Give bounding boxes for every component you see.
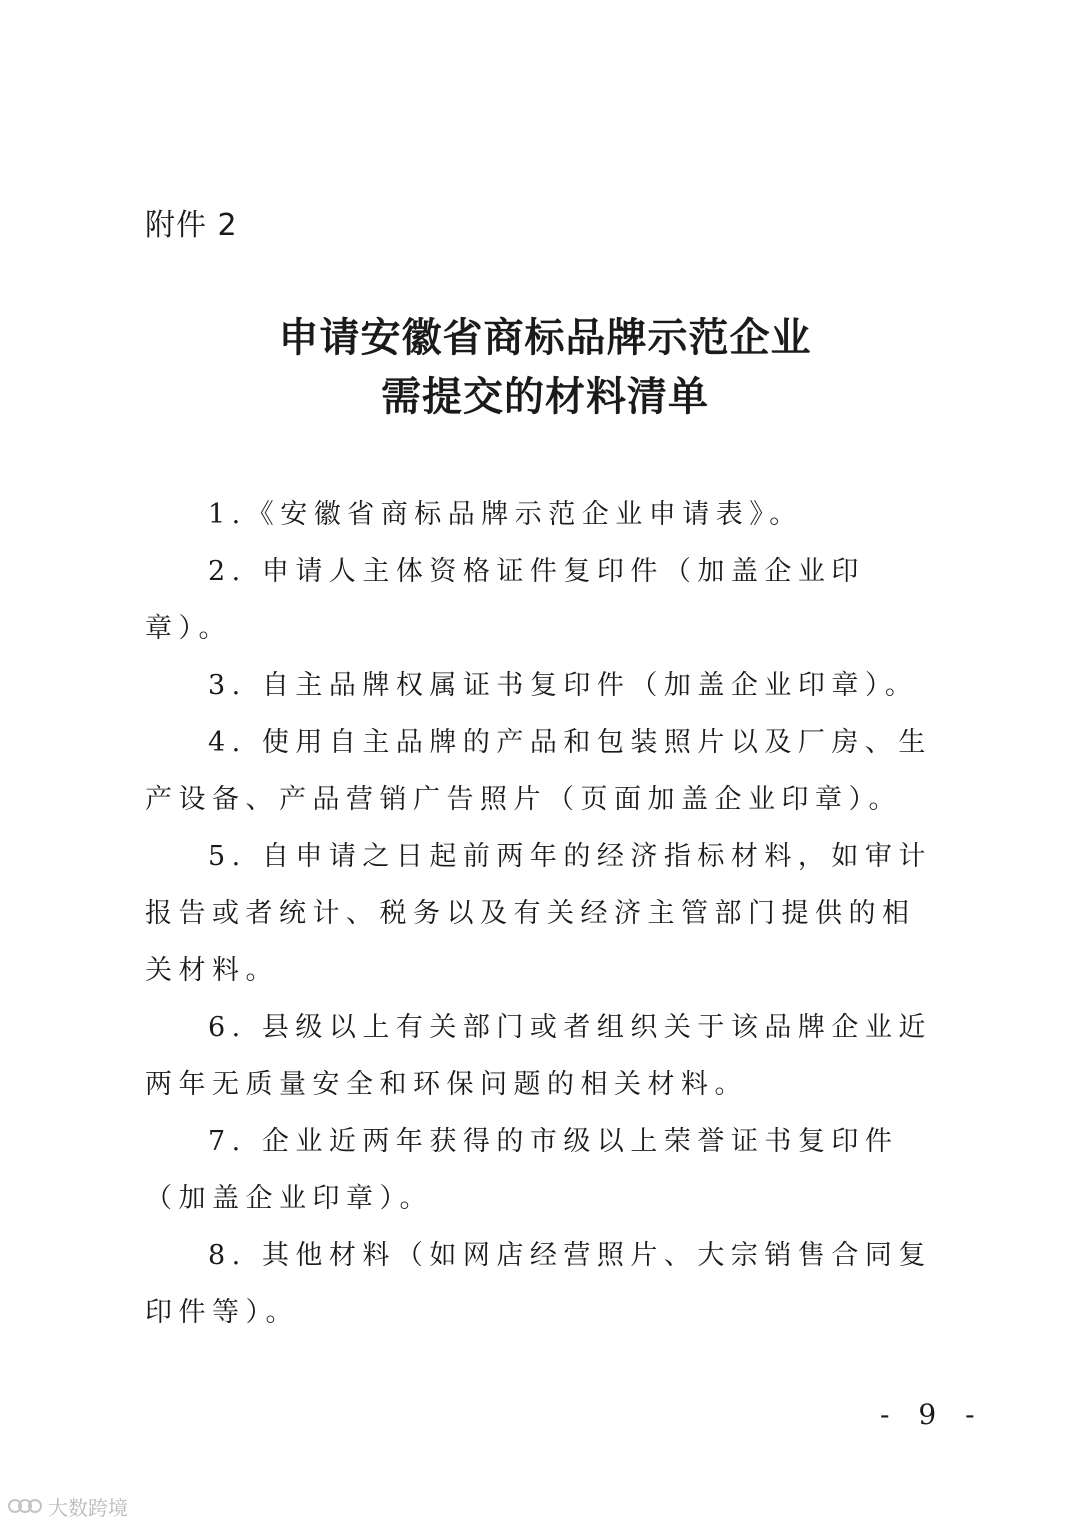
list-item: 5. 自申请之日起前两年的经济指标材料，如审计报告或者统计、税务以及有关经济主管部门提供的相关材料。	[145, 841, 932, 986]
document-title-line-2: 需提交的材料清单	[381, 373, 709, 420]
attachment-label: 附件 2	[145, 208, 238, 243]
list-item: 6. 县级以上有关部门或者组织关于该品牌企业近两年无质量安全和环保问题的相关材料。	[145, 1012, 932, 1100]
watermark	[8, 1492, 128, 1520]
list-item: 2. 申请人主体资格证件复印件（加盖企业印章）。	[145, 556, 865, 644]
logo-icon	[8, 1495, 42, 1517]
list-item: 4. 使用自主品牌的产品和包装照片以及厂房、生产设备、产品营销广告照片（页面加盖企业印章）。	[145, 727, 932, 815]
watermark-text: 大数跨境	[48, 1495, 128, 1520]
list-item: 1.《安徽省商标品牌示范企业申请表》。	[208, 499, 803, 530]
list-item: 7. 企业近两年获得的市级以上荣誉证书复印件（加盖企业印章）。	[145, 1126, 899, 1214]
materials-list	[145, 486, 945, 1341]
list-item: 3. 自主品牌权属证书复印件（加盖企业印章）。	[208, 670, 919, 701]
page-number: - 9 -	[880, 1398, 985, 1431]
list-item: 8. 其他材料（如网店经营照片、大宗销售合同复印件等）。	[145, 1240, 932, 1328]
document-title-line-1: 申请安徽省商标品牌示范企业	[278, 314, 812, 361]
